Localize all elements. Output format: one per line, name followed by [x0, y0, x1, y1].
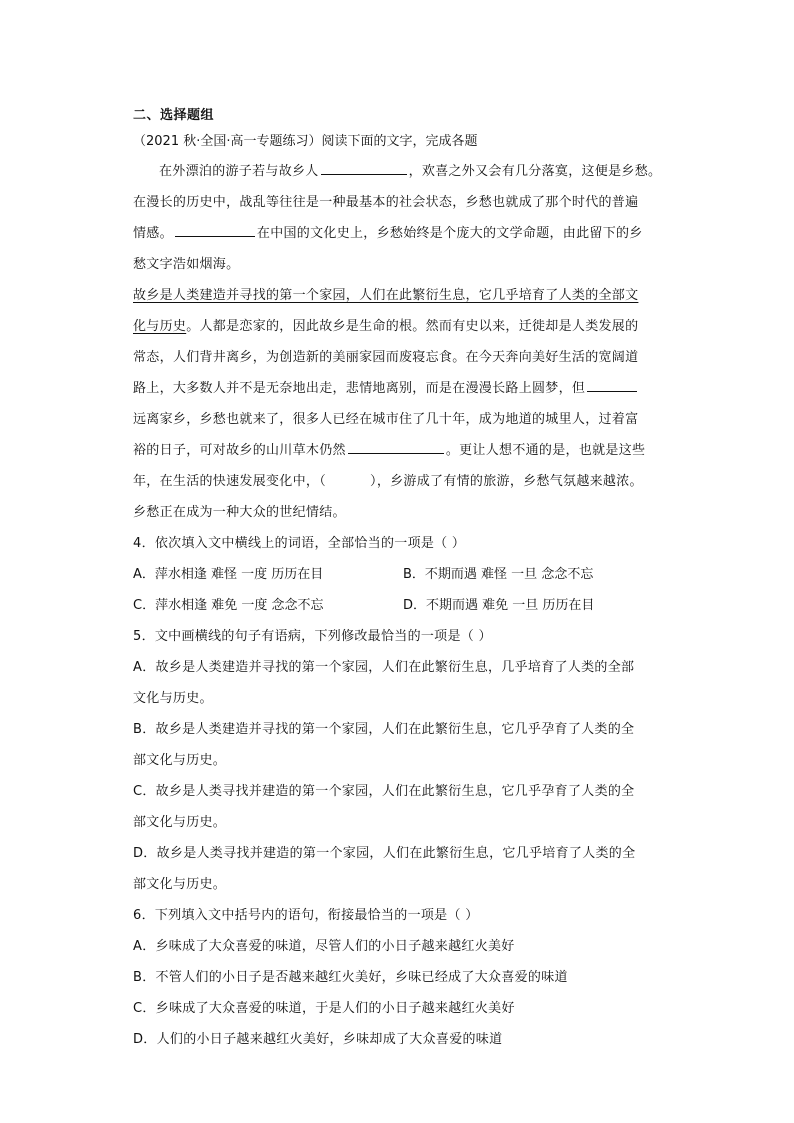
- option-d[interactable]: D．不期而遇 难免 一旦 历历在目: [403, 598, 595, 613]
- question-stem: 4．依次填入文中横线上的词语，全部恰当的一项是（ ）: [133, 536, 466, 551]
- passage-line: [133, 373, 673, 404]
- option-line: 文化与历史。: [133, 691, 213, 706]
- option-line: 部文化与历史。: [133, 877, 227, 892]
- passage-text: 路上，大多数人并不是无奈地出走，悲情地离别，而是在漫漫长路上圆梦，但: [133, 381, 586, 396]
- document-page: [133, 104, 673, 1055]
- question-source: （2021 秋·全国·高一专题练习）阅读下面的文字，完成各题: [133, 134, 478, 149]
- underlined-sentence: 故乡是人类建造并寻找的第一个家园，人们在此繁衍生息，它几乎培育了人类的全部文: [133, 288, 639, 303]
- passage-text: 在外漂泊的游子若与故乡人: [159, 164, 319, 179]
- question-stem: 5．文中画横线的句子有语病，下列修改最恰当的一项是（ ）: [133, 629, 492, 644]
- passage-text: 。人都是恋家的，因此故乡是生命的根。然而有史以来，迁徙却是人类发展的: [186, 319, 639, 334]
- option-row: [133, 590, 673, 621]
- passage-text: 在中国的文化史上，乡愁始终是个庞大的文学命题，由此留下的乡: [256, 226, 643, 241]
- underlined-sentence: 化与历史: [133, 319, 187, 334]
- question-5: [133, 621, 673, 900]
- fill-blank-2: [175, 222, 255, 237]
- option-c[interactable]: C．萍水相逢 难免 一度 念念不忘: [133, 598, 324, 613]
- passage-text: ，欢喜之外又会有几分落寞，这便是乡愁。: [408, 164, 662, 179]
- option-a[interactable]: A．萍水相逢 难怪 一度 历历在目: [133, 567, 324, 582]
- passage-line: [133, 435, 673, 466]
- option-d[interactable]: [133, 838, 673, 900]
- option-b[interactable]: B．不管人们的小日子是否越来越红火美好，乡味已经成了大众喜爱的味道: [133, 970, 568, 985]
- fill-blank-4: [348, 439, 444, 454]
- fill-blank-1: [321, 160, 407, 175]
- passage-text: 裕的日子，可对故乡的山川草木仍然: [133, 443, 346, 458]
- passage-line: 远离家乡，乡愁也就来了，很多人已经在城市住了几十年，成为地道的城里人，过着富: [133, 412, 639, 427]
- passage-line: 愁文字浩如烟海。: [133, 257, 240, 272]
- option-line: B．故乡是人类建造并寻找的第一个家园，人们在此繁衍生息，它几乎孕育了人类的全: [133, 722, 635, 737]
- option-b[interactable]: [133, 714, 673, 776]
- fill-blank-3: [587, 377, 637, 392]
- passage-text: 。更让人想不通的是，也就是这些: [445, 443, 646, 458]
- option-c[interactable]: [133, 776, 673, 838]
- option-b[interactable]: B．不期而遇 难怪 一旦 念念不忘: [403, 567, 594, 582]
- option-line: C．故乡是人类寻找并建造的第一个家园，人们在此繁衍生息，它几乎孕育了人类的全: [133, 784, 635, 799]
- option-row: [133, 559, 673, 590]
- question-stem: 6．下列填入文中括号内的语句，衔接最恰当的一项是（ ）: [133, 908, 479, 923]
- passage-text: 年，在生活的快速发展变化中，（: [133, 474, 327, 489]
- passage-line: 在漫长的历史中，战乱等往往是一种最基本的社会状态，乡愁也就成了那个时代的普遍: [133, 195, 639, 210]
- question-4: [133, 528, 673, 621]
- passage-line: [133, 156, 673, 187]
- option-a[interactable]: A．乡味成了大众喜爱的味道，尽管人们的小日子越来越红火美好: [133, 939, 515, 954]
- question-6: [133, 900, 673, 1055]
- reading-passage: [133, 156, 673, 528]
- section-title: 二、选择题组: [133, 108, 215, 123]
- passage-line: 常态，人们背井离乡，为创造新的美丽家园而废寝忘食。在今天奔向美好生活的宽阔道: [133, 350, 639, 365]
- passage-text: 情感。: [133, 226, 173, 241]
- passage-line: [133, 280, 673, 311]
- option-d[interactable]: D．人们的小日子越来越红火美好，乡味却成了大众喜爱的味道: [133, 1032, 503, 1047]
- option-a[interactable]: [133, 652, 673, 714]
- passage-line: [133, 218, 673, 249]
- option-line: D．故乡是人类寻找并建造的第一个家园，人们在此繁衍生息，它几乎培育了人类的全: [133, 846, 636, 861]
- passage-line: [133, 466, 673, 497]
- passage-line: 乡愁正在成为一种大众的世纪情结。: [133, 505, 346, 520]
- passage-line: [133, 311, 673, 342]
- option-c[interactable]: C．乡味成了大众喜爱的味道，于是人们的小日子越来越红火美好: [133, 1001, 515, 1016]
- passage-text: ），乡游成了有情的旅游，乡愁气氛越来越浓。: [370, 474, 643, 489]
- option-line: 部文化与历史。: [133, 815, 227, 830]
- option-line: 部文化与历史。: [133, 753, 227, 768]
- option-line: A．故乡是人类建造并寻找的第一个家园，人们在此繁衍生息，几乎培育了人类的全部: [133, 660, 635, 675]
